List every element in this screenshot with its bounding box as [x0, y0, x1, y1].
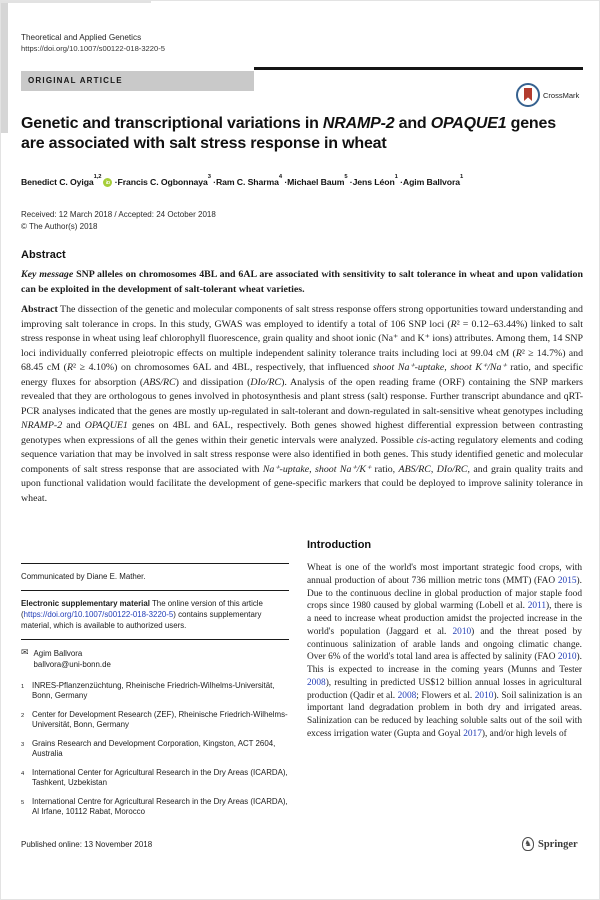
- affiliation-text: International Center for Agricultural Research in the Dry Areas (ICARDA), Tashkent, Uzbekistan: [32, 767, 288, 788]
- springer-logo: [522, 837, 578, 851]
- abstract-heading: Abstract: [21, 249, 66, 261]
- text-segment: are associated with salt stress response in wheat: [21, 134, 387, 152]
- text-segment: Wheat is one of the world's most important strategic food crops, with annual production of about 736 million metric tons (MMT) (FAO: [307, 563, 582, 586]
- text-segment: ), and/or high levels of: [481, 728, 567, 739]
- text-segment: , and grain quality traits and upon functional validation would facilitate the development of gene-specific markers that could be deployed to improve salinity tolerance in wheat.: [21, 463, 583, 504]
- abstract-section: [21, 249, 583, 506]
- text-segment: Abstract: [21, 304, 58, 315]
- affiliation-number: 2: [21, 713, 25, 720]
- author-name: Jens Léon: [352, 177, 395, 187]
- received-accepted-line: Received: 12 March 2018 / Accepted: 24 October 2018: [21, 210, 216, 219]
- email-icon: ✉: [21, 647, 29, 658]
- text-segment: Key message: [21, 269, 74, 280]
- author-affiliation-sup: 1: [460, 174, 464, 181]
- affiliation-number: 3: [21, 742, 25, 748]
- journal-header: [21, 32, 165, 54]
- text-segment: ) contains supplementary material, which is available to authorized users.: [21, 610, 262, 630]
- author-name: Francis C. Ogbonnaya: [117, 177, 208, 187]
- text-segment: ,: [430, 463, 437, 475]
- text-segment: shoot Na⁺-uptake: [372, 362, 445, 373]
- footnote-rule: [21, 639, 289, 640]
- author: [352, 174, 403, 187]
- publisher-name: Springer: [538, 838, 578, 850]
- text-segment: SNP alleles on chromosomes 4BL and 6AL are associated with sensitivity to salt tolerance in wheat and upon validation can be exploited in the development of salt-tolerant wheat varieties.: [21, 269, 583, 295]
- page-title: [21, 114, 583, 153]
- affiliation-text: INRES-Pflanzenzüchtung, Rheinische Friedrich-Wilhelms-Universität, Bonn, Germany: [32, 681, 275, 701]
- text-segment: genes on 4BL and 6AL, respectively. Both genes showed highest differential expression between contrasting genotypes when expressions of all the genes within their genetic intervals were analyzed. Possible: [21, 420, 583, 446]
- text-segment: cis: [416, 434, 428, 446]
- text-segment: NRAMP-2: [322, 115, 395, 132]
- introduction-heading: Introduction: [307, 539, 372, 551]
- supplementary-material-note: [21, 599, 289, 631]
- author-affiliation-sup: 1: [394, 174, 398, 181]
- citation-link[interactable]: 2008: [397, 690, 417, 701]
- text-segment: NRAMP-2: [21, 420, 63, 431]
- text-segment: ). This is expected to increase in the coming years (Munns and Tester: [307, 652, 582, 675]
- author-name: Agim Ballvora: [402, 177, 461, 187]
- affiliation-text: Center for Development Research (ZEF), Rheinische Friedrich-Wilhelms-Universität, Bonn, Germany: [32, 710, 288, 730]
- header-rule: [254, 67, 583, 70]
- text-segment: ABS/RC: [398, 463, 431, 475]
- author-affiliation-sup: 3: [207, 174, 211, 181]
- text-segment: genes: [506, 115, 556, 132]
- citation-link[interactable]: 2008: [307, 677, 326, 688]
- text-segment: R: [66, 362, 73, 373]
- corresponding-author-name: Agim Ballvora: [33, 649, 83, 659]
- article-dates: [21, 209, 216, 232]
- text-segment: ), resulting in predicted US$12 billion annual losses in agricultural production (Qadir et al.: [307, 677, 582, 701]
- text-segment: ). Soil salinization is an important land degradation problem in both dry and irrigated areas. Salinization can be reduced by leaching soluble salts out of the soil with excess irrigation water (Gupta and Goyal: [307, 690, 582, 739]
- citation-link[interactable]: 2011: [527, 601, 547, 612]
- springer-shield-icon: [522, 837, 534, 851]
- text-segment: R: [450, 318, 457, 330]
- footnote-column: [21, 563, 289, 826]
- author: [287, 174, 352, 187]
- affiliation-item: [21, 797, 289, 817]
- author-affiliation-sup: 4: [278, 174, 283, 181]
- text-segment: ; Flowers et al.: [416, 690, 475, 701]
- text-segment: ,: [309, 463, 316, 475]
- text-segment: OPAQUE1: [430, 115, 507, 132]
- key-message: [21, 268, 583, 297]
- author: [21, 174, 118, 187]
- article-type-badge: [21, 71, 254, 91]
- springer-horse-icon: ♞: [524, 839, 532, 848]
- crossmark-icon: [516, 83, 540, 107]
- text-segment: The dissection of the genetic and molecular components of salt stress response offers strong opportunities toward understanding and improving salt tolerance in crops. In this study, GWAS was employed to identify a total of 106 SNP loci (: [21, 304, 583, 330]
- text-segment: ratio,: [371, 463, 399, 475]
- author: [117, 174, 216, 187]
- text-segment: ). Analysis of the open reading frame (ORF) containing the SNP markers revealed that they are orthologous to genes involved in photosynthesis and plant stress (salt) response. Further transcript abundance and qRT-PCR analyses indicated that the genes are mostly up-regulated in salt-tolerant and down-regulated in salt-sensitive wheat genotypes including: [21, 376, 583, 417]
- author-name: Ram C. Sharma: [215, 177, 279, 187]
- citation-link[interactable]: 2017: [463, 728, 482, 739]
- footnote-rule: [21, 563, 289, 564]
- crossmark-bookmark-icon: [524, 88, 532, 101]
- text-segment: The online version of this article (: [21, 599, 263, 619]
- text-segment: and: [62, 420, 85, 431]
- article-type-label: ORIGINAL ARTICLE: [28, 76, 123, 85]
- orcid-icon[interactable]: iD: [103, 178, 112, 187]
- affiliation-text: Grains Research and Development Corporation, Kingston, ACT 2604, Australia: [32, 739, 276, 759]
- text-segment: ABS/RC: [143, 376, 176, 388]
- citation-link[interactable]: 2010: [452, 626, 472, 637]
- abstract-body: [21, 303, 583, 506]
- communicated-note: Communicated by Diane E. Mather.: [21, 572, 146, 581]
- citation-link[interactable]: 2015: [557, 575, 577, 586]
- article-type-bar: [21, 67, 583, 91]
- corresponding-author-block: [21, 648, 289, 670]
- copyright-line: © The Author(s) 2018: [21, 221, 98, 231]
- title-line-1: [21, 114, 583, 134]
- citation-link[interactable]: https://doi.org/10.1007/s00122-018-3220-5: [23, 610, 174, 619]
- text-segment: shoot Na⁺/K⁺: [315, 463, 372, 475]
- crossmark-label: CrossMark: [543, 90, 580, 100]
- scan-edge-artifact: [1, 1, 8, 133]
- text-segment: ratio, and specific energy fluxes for absorption (: [21, 362, 584, 388]
- author: [402, 174, 464, 187]
- text-segment: R: [515, 347, 522, 359]
- journal-name: Theoretical and Applied Genetics: [21, 33, 142, 42]
- text-segment: ² ≥ 4.10%) on chromosomes 6AL and 4BL, respectively, that influenced: [72, 362, 373, 373]
- author-list: [21, 174, 587, 187]
- footnote-rule: [21, 590, 289, 591]
- text-segment: Na⁺-uptake: [262, 463, 310, 475]
- affiliation-item: [21, 681, 289, 701]
- text-segment: shoot K⁺/Na⁺: [450, 362, 507, 373]
- text-segment: ), there is a need to increase wheat production amidst the projected increase in the world's population (Jaggard et al.: [307, 601, 582, 637]
- affiliation-number: 1: [21, 684, 25, 691]
- affiliation-item: [21, 710, 289, 730]
- published-online-note: Published online: 13 November 2018: [21, 840, 153, 849]
- author-name: Michael Baum: [287, 177, 345, 187]
- title-line-2: [21, 134, 583, 154]
- text-segment: ,: [444, 362, 451, 373]
- text-segment: ) and dissipation (: [175, 376, 251, 388]
- doi-link[interactable]: https://doi.org/10.1007/s00122-018-3220-5: [21, 44, 165, 53]
- corresponding-author-email[interactable]: ballvora@uni-bonn.de: [33, 660, 111, 670]
- author: [215, 174, 287, 187]
- text-segment: OPAQUE1: [84, 420, 128, 431]
- text-segment: Electronic supplementary material: [21, 599, 150, 609]
- text-segment: ) and the threat posed by continuous salinization of arable lands and ongoing climatic change. Over 6% of the world's total land area is affected by salinity (FAO: [307, 626, 582, 663]
- introduction-paragraph: [307, 562, 582, 741]
- citation-link[interactable]: 2010: [557, 652, 577, 663]
- corresponding-author: [34, 648, 111, 670]
- text-segment: ² = 0.12–63.44%) linked to salt stress response in wheat using leaf chlorophyll fluorescence, grain quality and shoot ionic (Na⁺ and K⁺ ions) attributes. Among them, 14 SNP loci individually conferred pleiotropic effects on multiple independent salinity tolerance traits including loci at 99.04 cM (: [21, 318, 583, 359]
- text-segment: ). Due to the continuous decline in global production of major staple food crops since 1980 caused by global warming (Lobell et al.: [307, 575, 582, 612]
- author-affiliation-sup: 1,2: [93, 174, 102, 181]
- affiliation-text: International Centre for Agricultural Research in the Dry Areas (ICARDA), Al Irfane, 10112 Rabat, Morocco: [32, 796, 288, 817]
- citation-link[interactable]: 2010: [474, 690, 494, 701]
- scan-edge-artifact-top: [1, 1, 151, 3]
- text-segment: and: [394, 115, 431, 132]
- text-segment: -acting regulatory elements and coding sequence variation that may be involved in salt stress response were also identified in both genes. This study identified genetic and molecular components of salt stress response that are associated with: [21, 434, 583, 475]
- author-affiliation-sup: 5: [344, 174, 348, 181]
- introduction-column: [307, 539, 582, 741]
- text-segment: DIo/RC: [250, 376, 282, 388]
- affiliation-number: 4: [21, 770, 25, 777]
- affiliation-item: [21, 768, 289, 788]
- author-name: Benedict C. Oyiga: [21, 177, 94, 187]
- affiliation-item: [21, 739, 289, 759]
- text-segment: DIo/RC: [436, 463, 468, 475]
- text-segment: Genetic and transcriptional variations in: [21, 115, 323, 132]
- crossmark-badge[interactable]: [516, 83, 579, 107]
- text-segment: ² ≥ 14.7%) and 68.45 cM (: [21, 347, 584, 373]
- affiliation-number: 5: [21, 799, 25, 806]
